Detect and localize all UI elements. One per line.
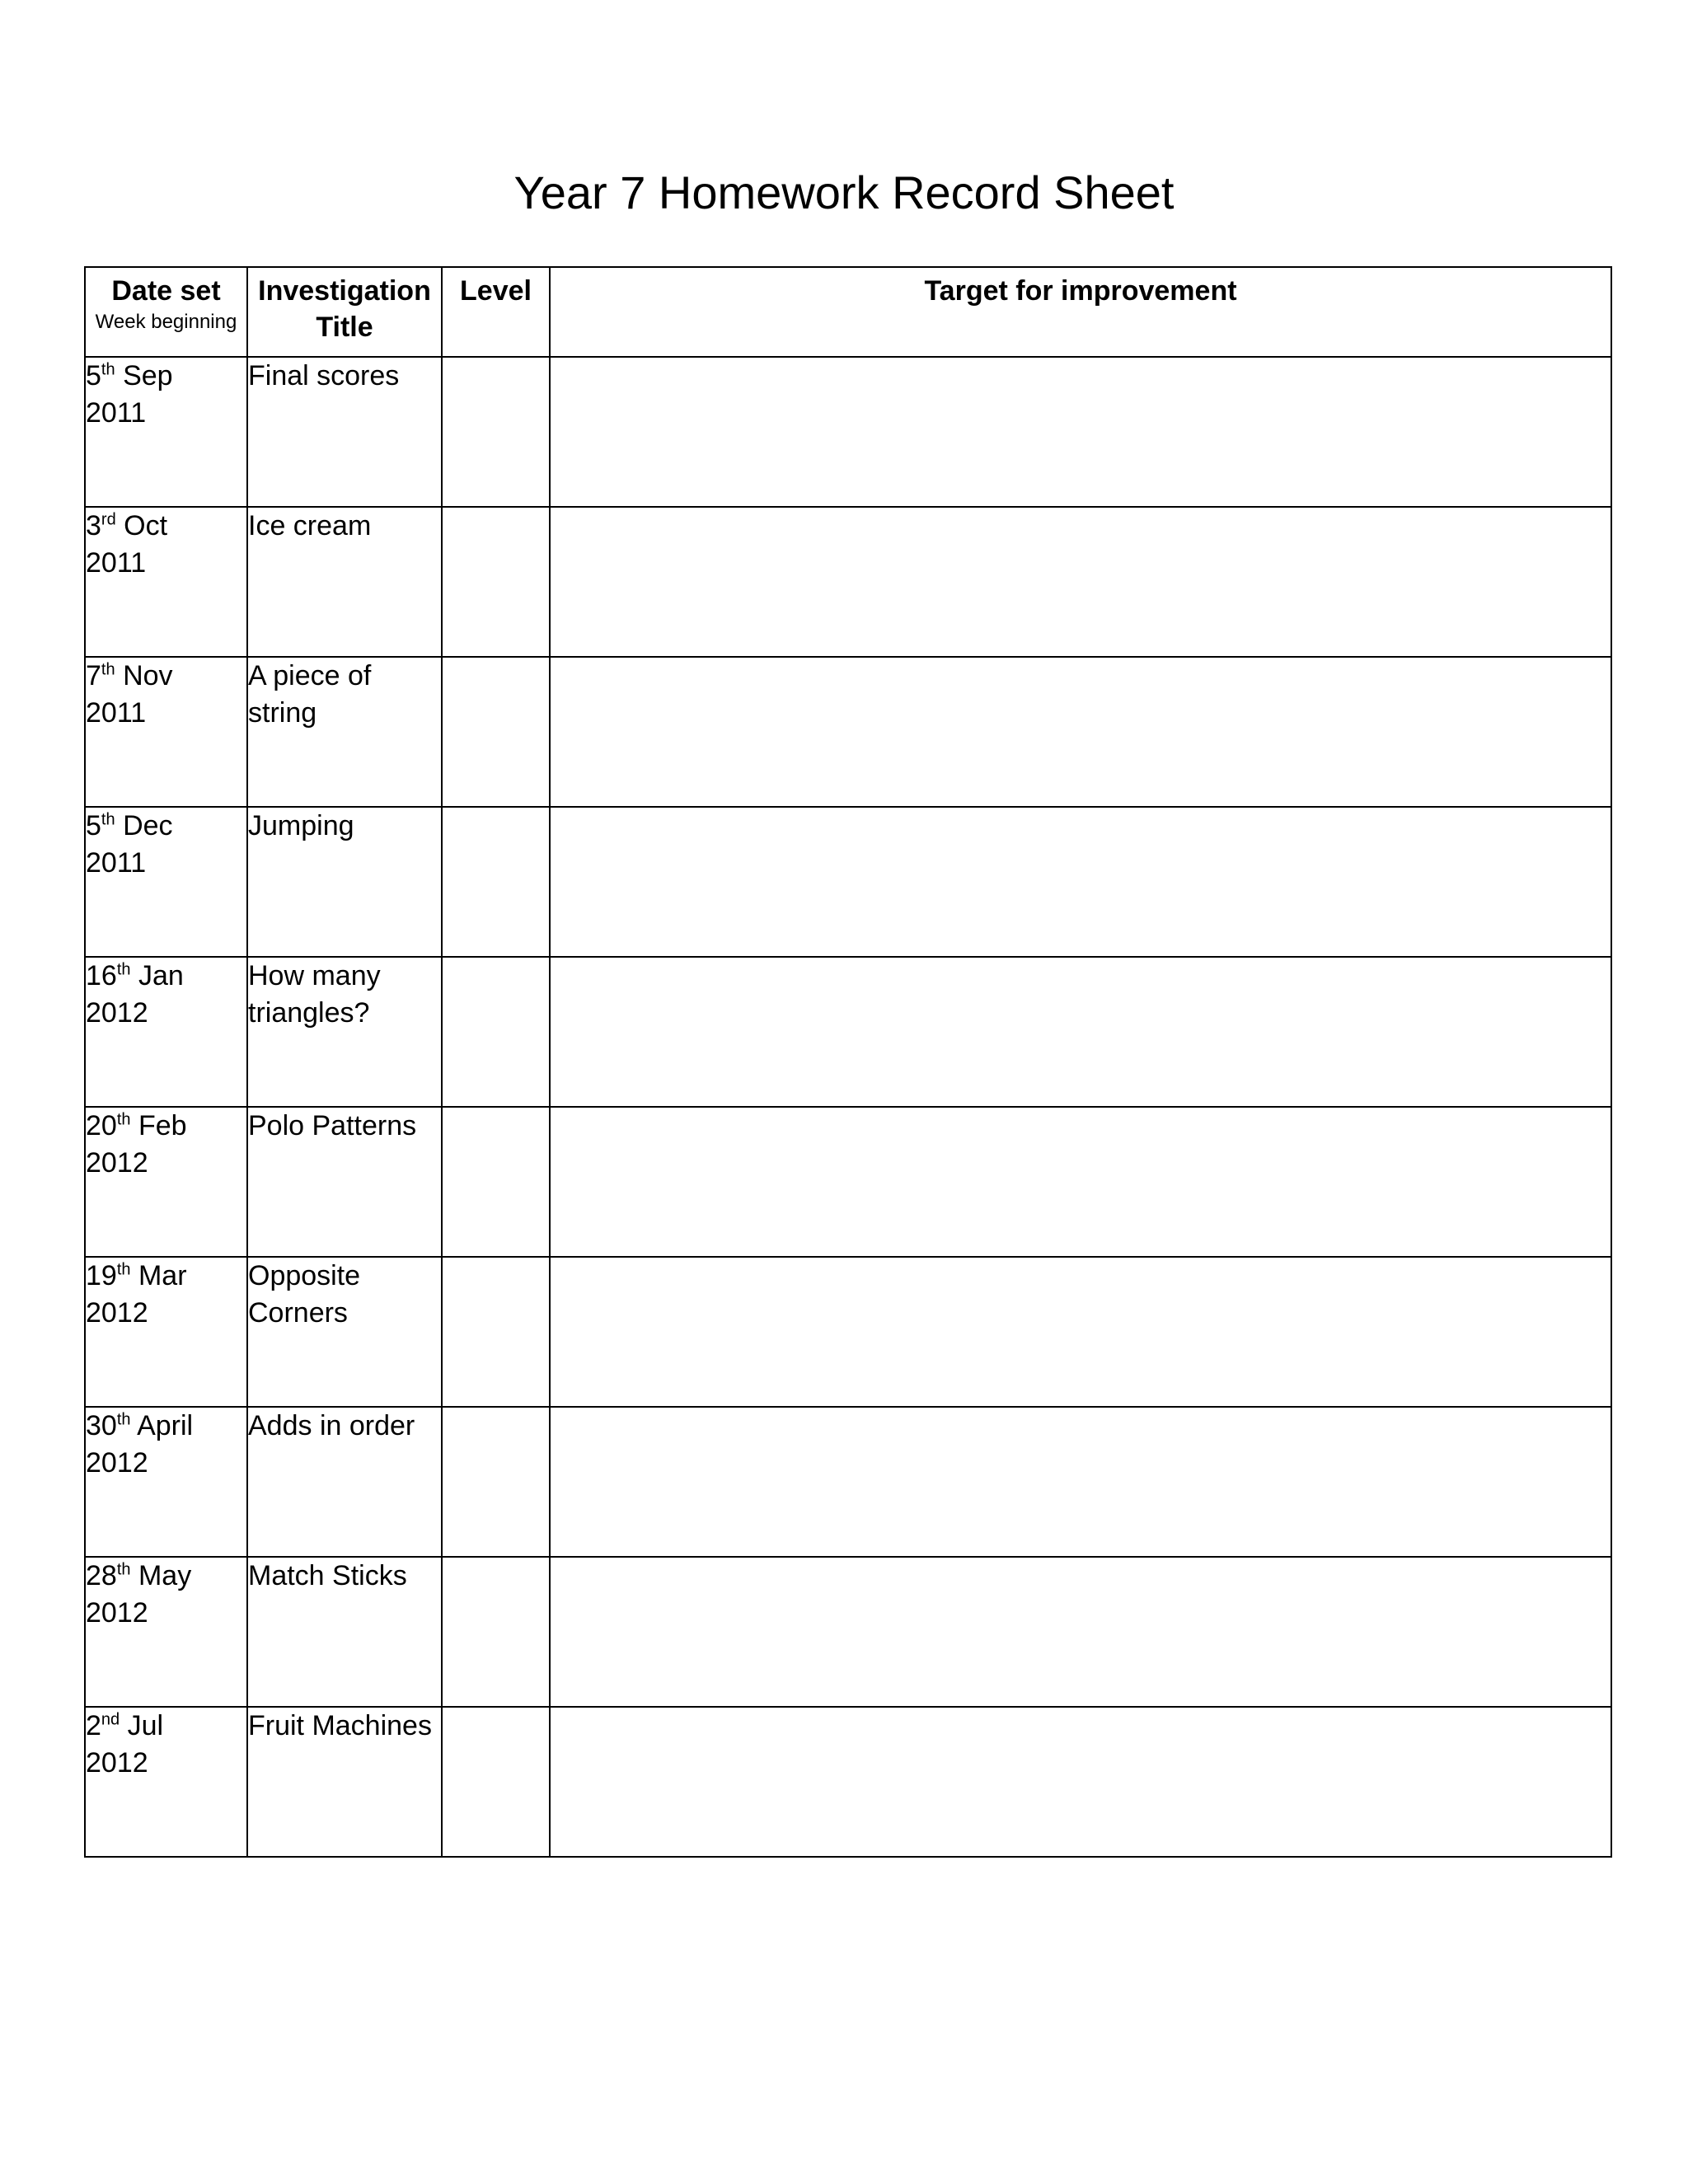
level-cell	[442, 807, 550, 957]
level-cell	[442, 357, 550, 507]
investigation-title-cell: A piece of string	[247, 657, 442, 807]
date-day: 19	[86, 1260, 117, 1291]
date-ordinal: th	[116, 960, 131, 979]
date-year: 2012	[86, 1597, 148, 1629]
date-ordinal: th	[116, 1560, 131, 1579]
date-year: 2012	[86, 1147, 148, 1179]
date-day: 16	[86, 960, 117, 991]
header-row	[85, 267, 1611, 357]
level-cell	[442, 507, 550, 657]
table-row	[85, 507, 1611, 657]
page-title: Year 7 Homework Record Sheet	[513, 166, 1175, 218]
table-row	[85, 1257, 1611, 1407]
investigation-title-cell: Adds in order	[247, 1407, 442, 1557]
date-year: 2011	[86, 397, 147, 429]
date-month: April	[137, 1410, 194, 1441]
date-day: 30	[86, 1410, 117, 1441]
date-set-cell	[85, 507, 247, 657]
date-day: 5	[86, 360, 101, 391]
investigation-title-cell: Fruit Machines	[247, 1707, 442, 1857]
investigation-title-cell: Polo Patterns	[247, 1107, 442, 1257]
date-month: Jul	[127, 1710, 164, 1741]
date-set-cell	[85, 1257, 247, 1407]
target-cell	[550, 657, 1611, 807]
date-year: 2011	[86, 547, 147, 579]
date-year: 2012	[86, 1447, 148, 1479]
date-set-cell	[85, 1557, 247, 1707]
target-cell	[550, 507, 1611, 657]
date-month: Nov	[123, 660, 173, 691]
date-month: Oct	[124, 510, 168, 541]
investigation-title-cell: Final scores	[247, 357, 442, 507]
date-set-cell	[85, 807, 247, 957]
level-cell	[442, 1407, 550, 1557]
date-day: 20	[86, 1110, 117, 1141]
date-year: 2011	[86, 847, 147, 879]
date-set-cell	[85, 1707, 247, 1857]
target-cell	[550, 1557, 1611, 1707]
table-row	[85, 357, 1611, 507]
date-set-cell	[85, 657, 247, 807]
investigation-title-cell: Jumping	[247, 807, 442, 957]
date-day: 3	[86, 510, 101, 541]
table-row	[85, 1407, 1611, 1557]
investigation-title-cell: Ice cream	[247, 507, 442, 657]
table-row	[85, 1557, 1611, 1707]
header-target: Target for improvement	[550, 267, 1611, 357]
date-ordinal: th	[116, 1110, 131, 1129]
investigation-title-cell: How many triangles?	[247, 957, 442, 1107]
date-year: 2012	[86, 997, 148, 1029]
header-date-set-label: Date set	[111, 275, 221, 307]
target-cell	[550, 1707, 1611, 1857]
date-year: 2012	[86, 1297, 148, 1329]
investigation-title-cell: Match Sticks	[247, 1557, 442, 1707]
level-cell	[442, 657, 550, 807]
table-row	[85, 957, 1611, 1107]
date-set-cell	[85, 1107, 247, 1257]
date-year: 2011	[86, 697, 147, 729]
homework-record-table	[84, 266, 1612, 1858]
target-cell	[550, 1257, 1611, 1407]
table-row	[85, 807, 1611, 957]
investigation-title-cell: Opposite Corners	[247, 1257, 442, 1407]
date-month: Dec	[123, 810, 173, 841]
table-row	[85, 657, 1611, 807]
date-ordinal: th	[116, 1260, 131, 1279]
date-day: 28	[86, 1560, 117, 1591]
header-date-set	[85, 267, 247, 357]
level-cell	[442, 957, 550, 1107]
target-cell	[550, 1407, 1611, 1557]
date-set-cell	[85, 357, 247, 507]
target-cell	[550, 957, 1611, 1107]
date-ordinal: nd	[101, 1710, 120, 1729]
date-ordinal: th	[101, 810, 115, 829]
date-month: Mar	[138, 1260, 187, 1291]
level-cell	[442, 1257, 550, 1407]
date-month: Sep	[123, 360, 173, 391]
table-row	[85, 1707, 1611, 1857]
date-day: 7	[86, 660, 101, 691]
table-row	[85, 1107, 1611, 1257]
date-ordinal: th	[101, 660, 115, 679]
header-level: Level	[442, 267, 550, 357]
date-year: 2012	[86, 1747, 148, 1779]
date-month: May	[138, 1560, 192, 1591]
header-investigation-title: Investigation Title	[247, 267, 442, 357]
date-day: 2	[86, 1710, 101, 1741]
date-set-cell	[85, 957, 247, 1107]
date-set-cell	[85, 1407, 247, 1557]
target-cell	[550, 357, 1611, 507]
header-date-set-sub: Week beginning	[95, 311, 237, 334]
date-ordinal: th	[116, 1410, 131, 1429]
date-month: Jan	[138, 960, 184, 991]
level-cell	[442, 1107, 550, 1257]
date-month: Feb	[138, 1110, 187, 1141]
date-ordinal: th	[101, 360, 115, 379]
target-cell	[550, 1107, 1611, 1257]
target-cell	[550, 807, 1611, 957]
level-cell	[442, 1557, 550, 1707]
date-ordinal: rd	[101, 510, 116, 529]
date-day: 5	[86, 810, 101, 841]
level-cell	[442, 1707, 550, 1857]
